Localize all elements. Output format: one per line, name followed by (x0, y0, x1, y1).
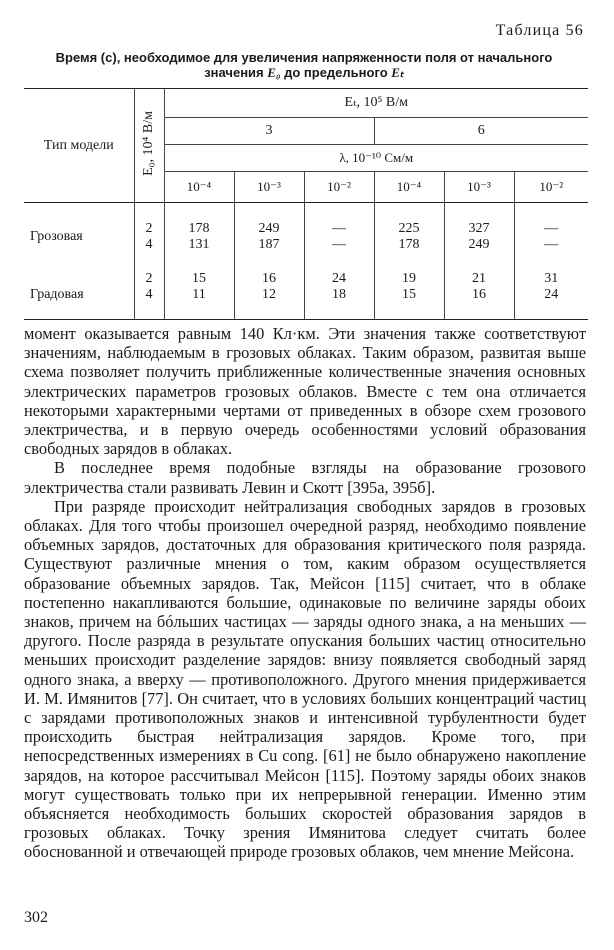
table-cell (234, 221, 304, 253)
header-model-type: Тип модели (24, 89, 134, 203)
header-e0-text: E₀, 10⁴ В/м (141, 110, 156, 176)
caption-var-et: Eₜ (391, 65, 404, 80)
table-label: Таблица 56 (495, 22, 584, 39)
lambda-cell: 10⁻² (514, 172, 588, 203)
table-cell (514, 271, 588, 320)
table-cell (164, 221, 234, 253)
caption-var-e0: E₀ (267, 65, 281, 80)
paragraph: При разряде происходит нейтрализация свободных зарядов в грозовых облаках. Для того чтобы произошел очередной разряд, необходимо появление объемных зарядов, достаточных для образования критического поля разряда. Существуют различные мнения о том, каким образом осуществляется образование объемных зарядов. Так, Мейсон [115] считает, что в облаке постепенно накапливаются большие, одинаковые по величине заряды обоих знаков, причем на бóльших частицах — заряды одного знака, а на меньших — другого. После разряда в результате опускания больших частиц относительно меньших происходит разделение зарядов: внизу появляется свободный заряд одного знака, а вверху — противоположного. Другого мнения придерживается И. М. Имянитов [77]. Он считает, что в условиях больших концентраций частиц с зарядами противоположных знаков и интенсивной турбулентности будет происходить быстрая нейтрализация зарядов. Кроме того, при непосредственных измерениях в Cu cong. [61] не было обнаружено накопление зарядов, на которое рассчитывал Мейсон [115]. Поэтому заряды обоих знаков могут существовать только при их непрерывной генерации. Именно этим объясняется необходимость больших скоростей образования зарядов в грозовых облаках. Точку зрения Имянитова следует считать более обоснованной и отвечающей природе грозовых облаков, чем мнение Мейсона. (24, 496, 586, 862)
table-row (24, 221, 588, 253)
lambda-cell: 10⁻³ (234, 172, 304, 203)
cell-value: 131 (188, 237, 210, 252)
lambda-cell: 10⁻⁴ (164, 172, 234, 203)
row-e0 (134, 221, 164, 253)
table-caption (24, 50, 584, 80)
lambda-cell: 10⁻³ (444, 172, 514, 203)
cell-value: 15 (402, 287, 416, 302)
table-cell (514, 221, 588, 253)
header-e0 (134, 89, 164, 203)
table-cell (444, 271, 514, 320)
caption-text-b: до предельного (284, 65, 388, 80)
caption-line-1: Время (с), необходимое для увеличения напряженности поля от начального (55, 50, 553, 65)
header-group-6: 6 (374, 118, 588, 145)
caption-text-a: значения (204, 65, 264, 80)
paragraph: момент оказывается равным 140 Кл·км. Эти значения также соответствуют значениям, наблюдаемым в грозовых облаках. Таким образом, развитая выше схема позволяет получить приближенные количественные значения основных электрических параметров грозовых облаков. Вместе с тем она отличается некоторыми характерными чертами от приведенных в обзоре схем грозового электричества, и в первую очередь особенностями условий образования свободных зарядов в облаках. (24, 324, 586, 459)
e0-value: 2 (145, 221, 153, 236)
paragraph: В последнее время подобные взгляды на образование грозового электричества стали развивать Левин и Скотт [395а, 395б]. (24, 458, 586, 497)
cell-value: 12 (262, 287, 276, 302)
cell-value: 178 (188, 221, 210, 236)
table-row (24, 271, 588, 320)
cell-value: 225 (398, 221, 420, 236)
cell-value: 18 (332, 287, 346, 302)
header-et: Eₜ, 10⁵ В/м (164, 89, 588, 118)
cell-value: 15 (192, 271, 206, 286)
cell-value: 178 (398, 237, 420, 252)
row-e0 (134, 271, 164, 320)
cell-value: 327 (468, 221, 490, 236)
header-lambda: λ, 10⁻¹⁰ См/м (164, 145, 588, 172)
table-cell (164, 271, 234, 320)
lambda-cell: 10⁻⁴ (374, 172, 444, 203)
cell-value: 21 (472, 271, 486, 286)
cell-value: — (544, 237, 559, 252)
table-cell (234, 271, 304, 320)
cell-value: 24 (332, 271, 346, 286)
lambda-cell: 10⁻² (304, 172, 374, 203)
row-type: Градовая (24, 271, 134, 320)
cell-value: 24 (544, 287, 559, 302)
table-cell (304, 271, 374, 320)
cell-value: — (332, 237, 346, 252)
table-cell (304, 221, 374, 253)
table-cell (374, 221, 444, 253)
cell-value: 249 (468, 237, 490, 252)
table-cell (444, 221, 514, 253)
page-number: 302 (24, 909, 48, 926)
cell-value: — (332, 221, 346, 236)
cell-value: 249 (258, 221, 280, 236)
cell-value: 19 (402, 271, 416, 286)
header-group-3: 3 (164, 118, 374, 145)
cell-value: — (544, 221, 559, 236)
data-table (24, 88, 588, 320)
e0-value: 4 (145, 287, 153, 302)
cell-value: 187 (258, 237, 280, 252)
table-cell (374, 271, 444, 320)
cell-value: 16 (472, 287, 486, 302)
e0-value: 2 (145, 271, 153, 286)
cell-value: 31 (544, 271, 559, 286)
row-type: Грозовая (30, 229, 83, 244)
body-text (24, 324, 586, 862)
cell-value: 16 (262, 271, 276, 286)
caption-line-2 (24, 65, 584, 80)
e0-value: 4 (145, 237, 153, 252)
cell-value: 11 (192, 287, 206, 302)
